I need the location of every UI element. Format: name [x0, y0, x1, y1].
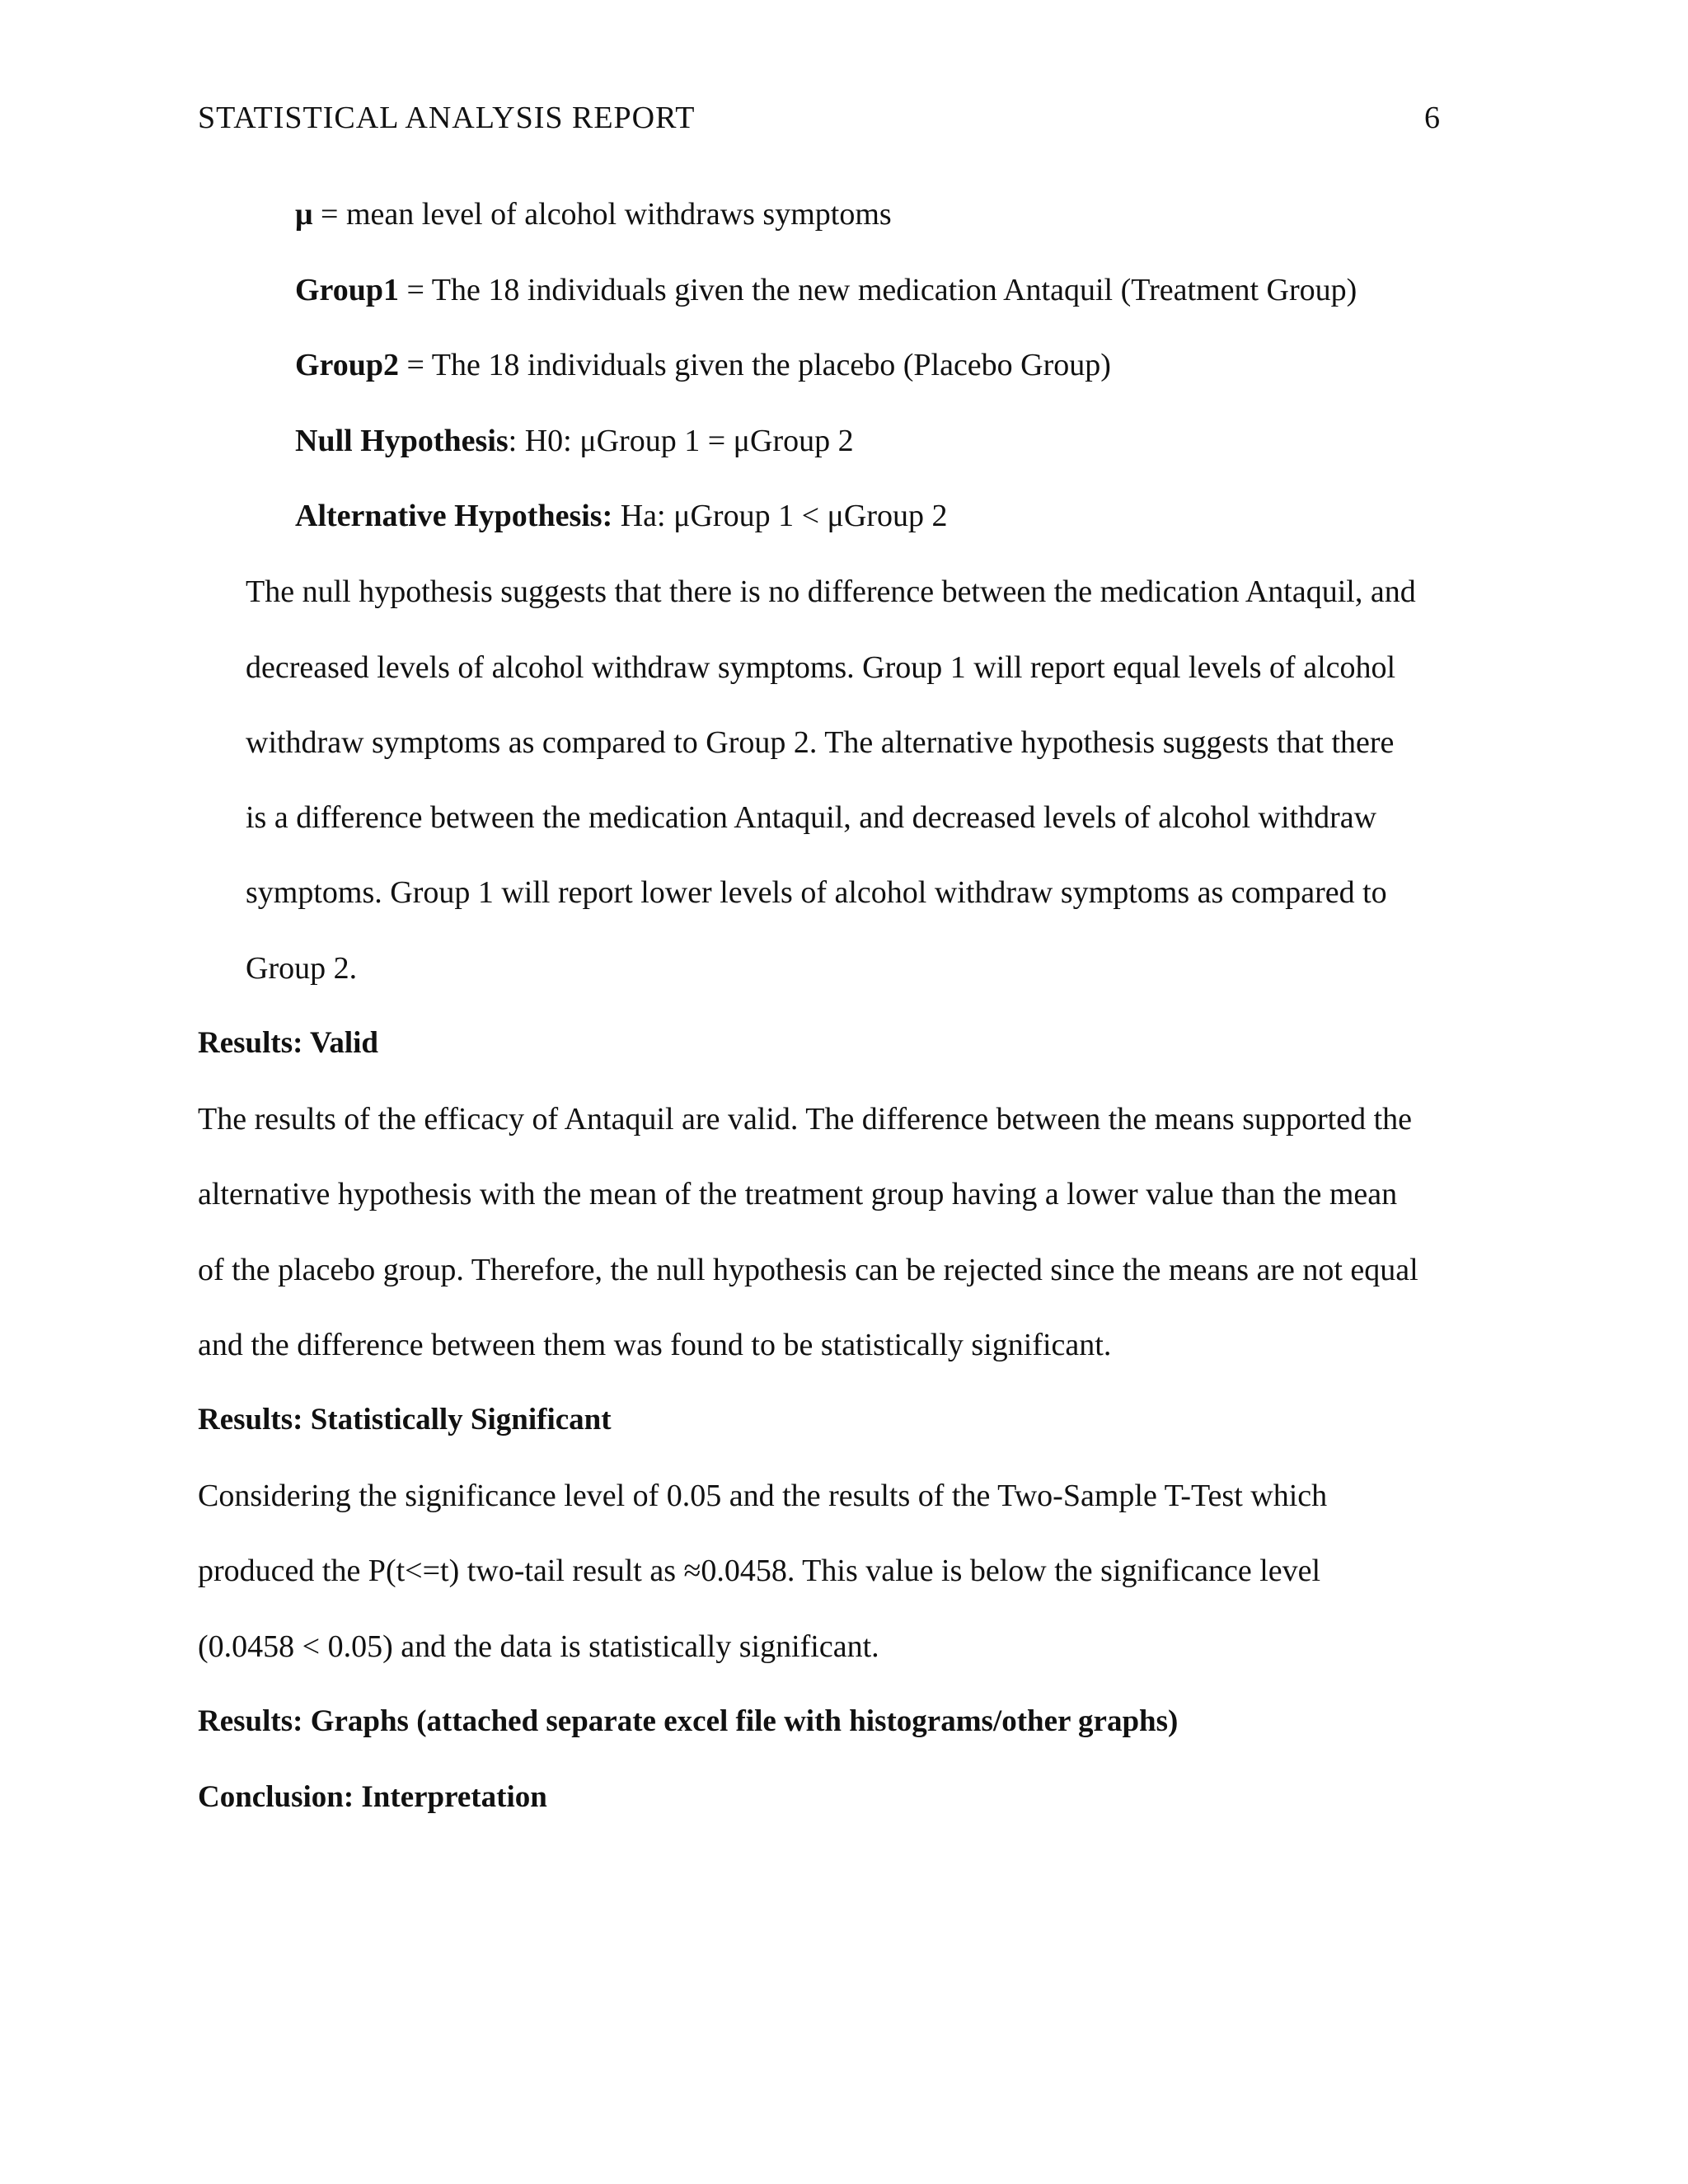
definition-term: Null Hypothesis — [295, 424, 509, 458]
section-heading-results-significant: Results: Statistically Significant — [198, 1403, 612, 1436]
definition-text: Ha: μGroup 1 < μGroup 2 — [612, 499, 948, 533]
section-heading-conclusion: Conclusion: Interpretation — [198, 1780, 547, 1814]
definition-text: = The 18 individuals given the new medication Antaquil (Treatment Group) — [399, 273, 1357, 307]
null-hypothesis — [295, 420, 854, 462]
section-heading-results-valid: Results: Valid — [198, 1026, 378, 1060]
paragraph-line: alternative hypothesis with the mean of the treatment group having a lower value than the mean — [198, 1177, 1398, 1212]
paragraph-line: The null hypothesis suggests that there is no difference between the medication Antaquil, and — [246, 574, 1416, 609]
definition-term: μ — [295, 197, 313, 232]
paragraph-line: The results of the efficacy of Antaquil are valid. The difference between the means supported the — [198, 1102, 1413, 1137]
definition-mu — [295, 194, 892, 235]
paragraph-line: and the difference between them was found to be statistically significant. — [198, 1328, 1112, 1362]
paragraph-line: Considering the significance level of 0.05 and the results of the Two-Sample T-Test which — [198, 1479, 1328, 1513]
section-heading-results-graphs: Results: Graphs (attached separate excel file with histograms/other graphs) — [198, 1704, 1179, 1738]
page-number: 6 — [1424, 101, 1440, 135]
definition-term: Group1 — [295, 273, 400, 307]
paragraph-line: withdraw symptoms as compared to Group 2. The alternative hypothesis suggests that there — [246, 725, 1395, 760]
alternative-hypothesis — [295, 495, 947, 537]
definition-group2 — [295, 344, 1111, 386]
paragraph-line: is a difference between the medication Antaquil, and decreased levels of alcohol withdraw — [246, 800, 1377, 835]
paragraph-line: (0.0458 < 0.05) and the data is statistically significant. — [198, 1629, 879, 1664]
paragraph-line: of the placebo group. Therefore, the null hypothesis can be rejected since the means are not equal — [198, 1253, 1418, 1287]
definition-text: = mean level of alcohol withdraws symptoms — [312, 197, 892, 232]
paragraph-line: Group 2. — [246, 951, 358, 986]
paragraph-line: decreased levels of alcohol withdraw symptoms. Group 1 will report equal levels of alcohol — [246, 650, 1396, 685]
definition-group1 — [295, 269, 1357, 311]
definition-term: Alternative Hypothesis: — [295, 499, 613, 533]
definition-text: : H0: μGroup 1 = μGroup 2 — [508, 424, 854, 458]
paragraph-line: produced the P(t<=t) two-tail result as ≈0.0458. This value is below the significance level — [198, 1554, 1321, 1588]
definition-term: Group2 — [295, 348, 400, 382]
paragraph-line: symptoms. Group 1 will report lower levels of alcohol withdraw symptoms as compared to — [246, 875, 1387, 910]
running-head: STATISTICAL ANALYSIS REPORT — [198, 101, 696, 135]
definition-text: = The 18 individuals given the placebo (Placebo Group) — [399, 348, 1111, 382]
